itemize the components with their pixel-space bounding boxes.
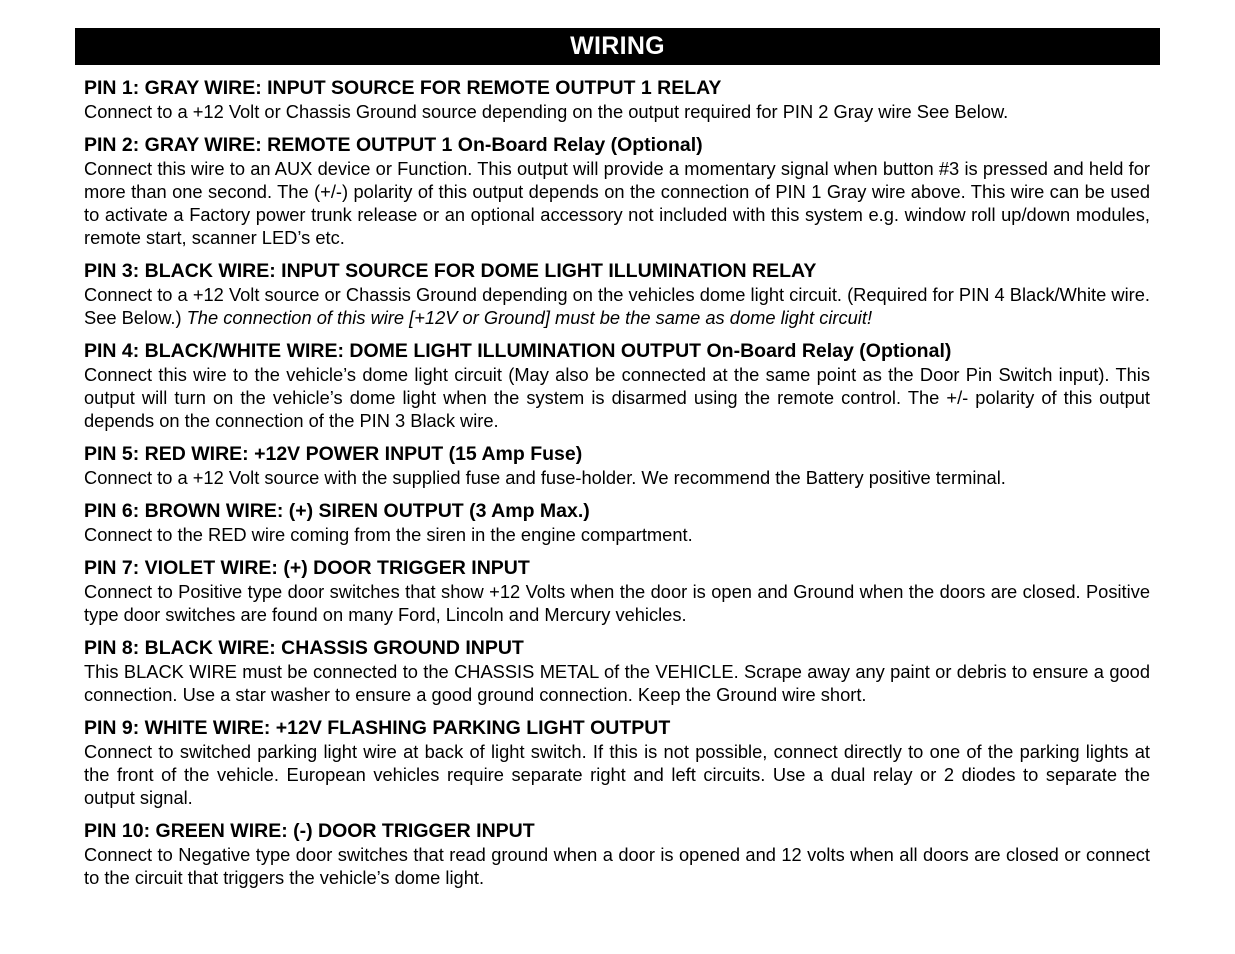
pin-10-heading: PIN 10: GREEN WIRE: (-) DOOR TRIGGER INPUT xyxy=(84,820,535,842)
pin-6-heading: PIN 6: BROWN WIRE: (+) SIREN OUTPUT (3 Amp Max.) xyxy=(84,500,590,522)
pin-8-section xyxy=(84,637,1150,706)
pin-8-text: This BLACK WIRE must be connected to the CHASSIS METAL of the VEHICLE. Scrape away any paint or debris to ensure a good connection. Use a star washer to ensure a good ground connection. Keep the Ground wire short. xyxy=(84,661,1150,705)
pin-5-section xyxy=(84,443,1150,489)
pin-6-section xyxy=(84,500,1150,546)
pin-8-heading: PIN 8: BLACK WIRE: CHASSIS GROUND INPUT xyxy=(84,637,524,659)
wiring-list xyxy=(84,77,1150,900)
pin-1-section xyxy=(84,77,1150,123)
pin-10-text: Connect to Negative type door switches that read ground when a door is opened and 12 volts when all doors are closed or connect to the circuit that triggers the vehicle’s dome light. xyxy=(84,844,1150,888)
pin-2-heading: PIN 2: GRAY WIRE: REMOTE OUTPUT 1 On-Board Relay (Optional) xyxy=(84,134,703,156)
pin-2-section xyxy=(84,134,1150,249)
pin-7-section xyxy=(84,557,1150,626)
pin-3-heading: PIN 3: BLACK WIRE: INPUT SOURCE FOR DOME LIGHT ILLUMINATION RELAY xyxy=(84,260,817,282)
pin-5-text: Connect to a +12 Volt source with the supplied fuse and fuse-holder. We recommend the Battery positive terminal. xyxy=(84,467,1006,488)
pin-2-text: Connect this wire to an AUX device or Function. This output will provide a momentary signal when button #3 is pressed and held for more than one second. The (+/-) polarity of this output depends on the connection of PIN 1 Gray wire above. This wire can be used to activate a Factory power trunk release or an optional accessory not included with this system e.g. window roll up/down modules, remote start, scanner LED’s etc. xyxy=(84,158,1150,248)
pin-4-heading: PIN 4: BLACK/WHITE WIRE: DOME LIGHT ILLUMINATION OUTPUT On-Board Relay (Optional) xyxy=(84,340,952,362)
pin-3-italic-note: The connection of this wire [+12V or Ground] must be the same as dome light circuit! xyxy=(186,307,873,328)
pin-4-section xyxy=(84,340,1150,432)
page-title-bar xyxy=(75,28,1160,65)
pin-5-heading: PIN 5: RED WIRE: +12V POWER INPUT (15 Amp Fuse) xyxy=(84,443,583,465)
pin-6-text: Connect to the RED wire coming from the siren in the engine compartment. xyxy=(84,524,693,545)
pin-1-text: Connect to a +12 Volt or Chassis Ground source depending on the output required for PIN 2 Gray wire See Below. xyxy=(84,101,1009,122)
pin-4-text: Connect this wire to the vehicle’s dome light circuit (May also be connected at the same point as the Door Pin Switch input). This output will turn on the vehicle’s dome light when the system is disarmed using the remote control. The +/- polarity of this output depends on the connection of the PIN 3 Black wire. xyxy=(84,364,1150,431)
pin-10-section xyxy=(84,820,1150,889)
page-title: WIRING xyxy=(570,32,665,60)
pin-3-section xyxy=(84,260,1150,329)
pin-1-heading: PIN 1: GRAY WIRE: INPUT SOURCE FOR REMOTE OUTPUT 1 RELAY xyxy=(84,77,722,99)
pin-9-text: Connect to switched parking light wire at back of light switch. If this is not possible, connect directly to one of the parking lights at the front of the vehicle. European vehicles require separate right and left circuits. Use a dual relay or 2 diodes to separate the output signal. xyxy=(84,741,1150,808)
pin-7-heading: PIN 7: VIOLET WIRE: (+) DOOR TRIGGER INPUT xyxy=(84,557,530,579)
pin-9-section xyxy=(84,717,1150,809)
pin-3-text: Connect to a +12 Volt source or Chassis Ground depending on the vehicles dome light circuit. (Required for PIN 4 Black/White wire. See Below.) The connection of this wire [+12V or Ground] must be the same as dome light circuit! xyxy=(84,284,1150,328)
pin-7-text: Connect to Positive type door switches that show +12 Volts when the door is open and Ground when the doors are closed. Positive type door switches are found on many Ford, Lincoln and Mercury vehicles. xyxy=(84,581,1150,625)
pin-9-heading: PIN 9: WHITE WIRE: +12V FLASHING PARKING LIGHT OUTPUT xyxy=(84,717,671,739)
